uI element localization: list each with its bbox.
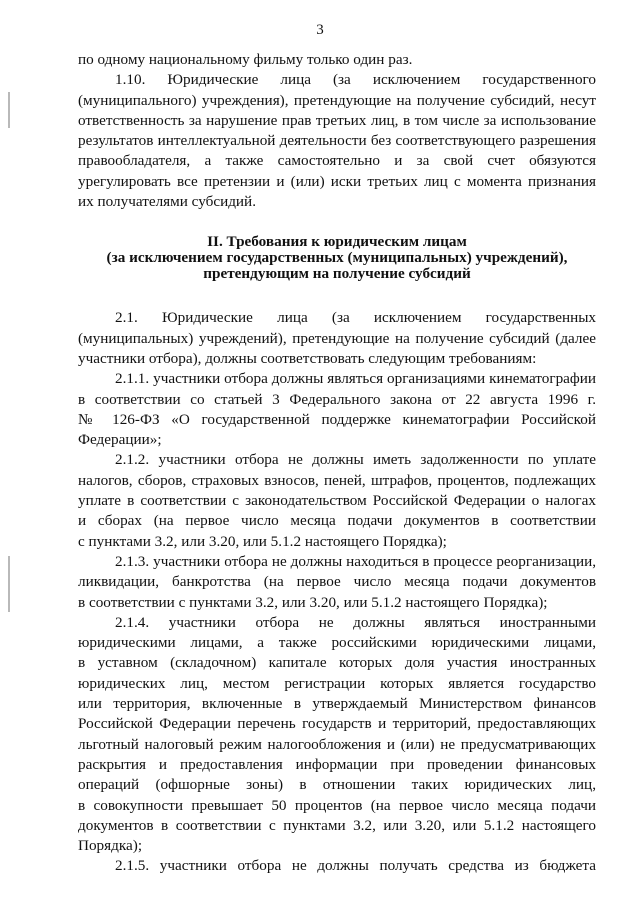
text-line: операций (офшорные зоны) в отношении таких юридических лиц,	[78, 776, 596, 794]
text-line: 2.1.4. участники отбора не должны являться иностранными	[115, 613, 596, 631]
text-line: ликвидации, банкротства (на первое число месяца подачи документов	[78, 573, 596, 591]
section-heading	[78, 234, 596, 282]
text-line: 2.1.3. участники отбора не должны находиться в процессе реорганизации,	[115, 552, 596, 570]
page-number: 3	[316, 22, 324, 38]
section-heading-line: II. Требования к юридическим лицам	[207, 233, 467, 251]
document-body	[78, 50, 596, 877]
text-line: результатов интеллектуальной деятельности без соответствующего разрешения	[78, 132, 596, 150]
text-line: их получателями субсидий.	[78, 193, 256, 211]
text-line: с пунктами 3.2, или 3.20, или 5.1.2 настоящего Порядка);	[78, 532, 447, 550]
text-line: юридических лиц, местом регистрации которых является государство	[78, 674, 596, 692]
intro-paragraphs	[78, 50, 596, 212]
section-heading-line: претендующим на получение субсидий	[203, 265, 471, 283]
text-line: 2.1. Юридические лица (за исключением государственных	[115, 309, 596, 327]
text-line: Федерации»;	[78, 431, 162, 449]
text-line: 2.1.5. участники отбора не должны получать средства из бюджета	[115, 857, 596, 875]
text-line: Российской Федерации перечень государств и территорий, предоставляющих	[78, 715, 596, 733]
text-line: участники отбора), должны соответствовать следующим требованиям:	[78, 349, 537, 367]
text-line: в совокупности превышает 50 процентов (на первое число месяца подачи	[78, 796, 596, 814]
text-line: № 126-ФЗ «О государственной поддержке кинематографии Российской	[78, 410, 596, 428]
text-line: юридическими лицами, а также российскими юридическими лицами,	[78, 634, 596, 652]
scan-margin-mark	[8, 556, 10, 612]
text-line: и сборах (на первое число месяца подачи документов в соответствии	[78, 512, 596, 530]
text-line: в соответствии с пунктами 3.2, или 3.20, или 5.1.2 настоящего Порядка);	[78, 593, 548, 611]
text-line: льготный налоговый режим налогообложения и (или) не предусматривающих	[78, 735, 596, 753]
section-heading-line: (за исключением государственных (муниципальных) учреждений),	[106, 249, 568, 267]
text-line: раскрытия и предоставления информации при проведении финансовых	[78, 755, 596, 773]
text-line: по одному национальному фильму только один раз.	[78, 51, 413, 68]
text-line: урегулировать все претензии и (или) иски третьих лиц с момента признания	[78, 172, 596, 190]
text-line: уплате в соответствии с законодательством Российской Федерации о налогах	[78, 492, 596, 510]
text-line: (муниципальных) учреждений), претендующие на получение субсидий (далее	[78, 329, 596, 347]
text-line: в соответствии со статьей 3 Федерального закона от 22 августа 1996 г.	[78, 390, 596, 408]
scan-margin-mark	[8, 92, 10, 128]
requirements-paragraphs	[78, 308, 596, 876]
text-line: 1.10. Юридические лица (за исключением государственного	[115, 71, 596, 89]
text-line: документов в соответствии с пунктами 3.2, или 3.20, или 5.1.2 настоящего	[78, 816, 596, 834]
text-line: правообладателя, а также самостоятельно и за свой счет обязуются	[78, 152, 596, 170]
text-line: Порядка);	[78, 837, 143, 855]
text-line: 2.1.1. участники отбора должны являться организациями кинематографии	[115, 370, 596, 388]
text-line: ответственность за нарушение прав третьих лиц, в том числе за использование	[78, 111, 596, 129]
text-line: в уставном (складочном) капитале которых доля участия иностранных	[78, 654, 596, 672]
text-line: 2.1.2. участники отбора не должны иметь задолженности по уплате	[115, 451, 596, 469]
text-line: налогов, сборов, страховых взносов, пеней, штрафов, процентов, подлежащих	[78, 471, 596, 489]
text-line: (муниципального) учреждения), претендующие на получение субсидий, несут	[78, 91, 596, 109]
text-line: или территория, включенные в утверждаемый Министерством финансов	[78, 695, 596, 713]
